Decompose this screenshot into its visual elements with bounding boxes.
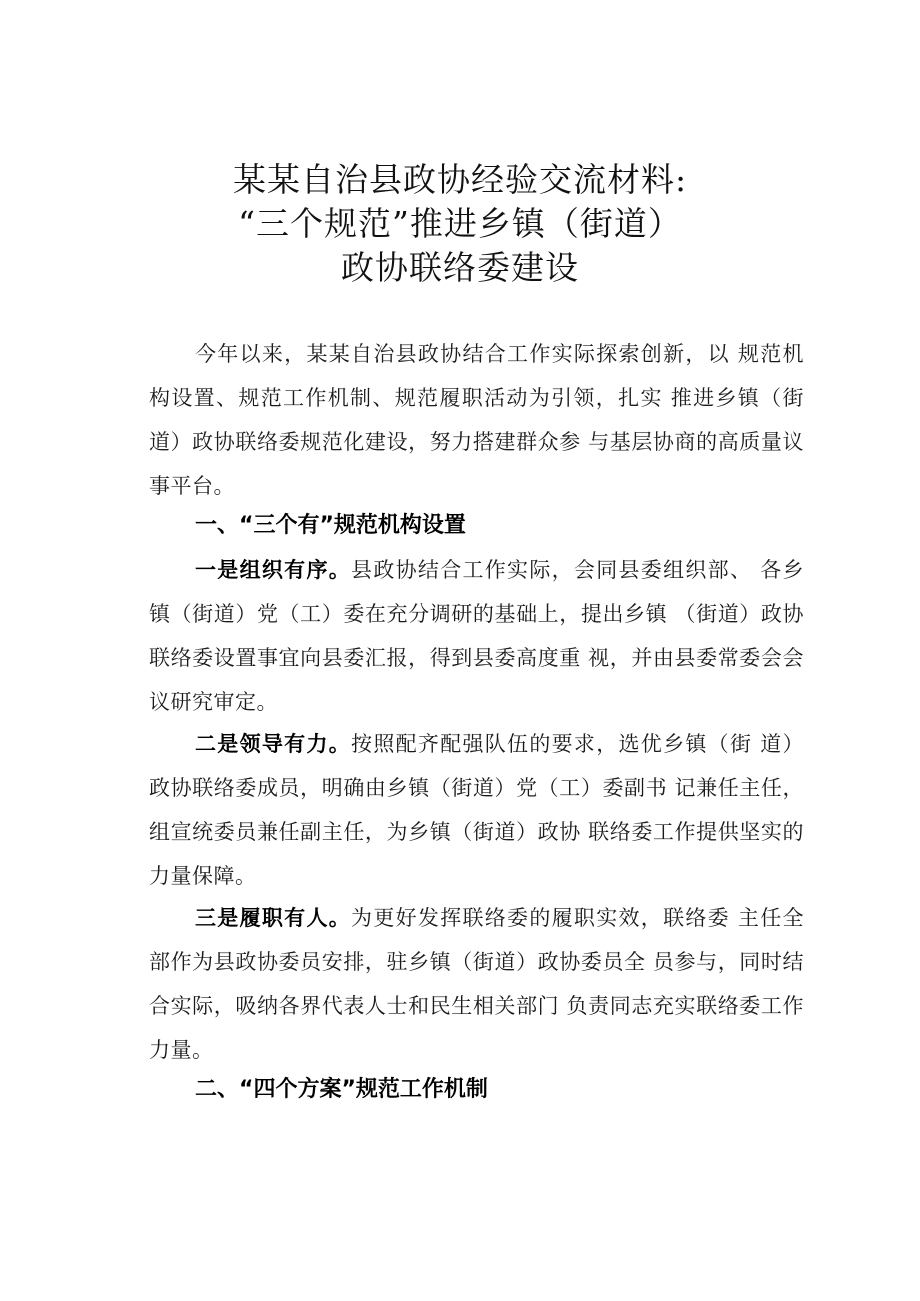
paragraph-text: 为更好发挥联络委的履职实效，联络委 主任全部作为县政协委员安排，驻乡镇（街道）政协委员全 员参与，同时结合实际，吸纳各界代表人士和民生相关部门 负责同志充实联络委工作力量。 bbox=[149, 906, 804, 1062]
paragraph-lead: 一是组织有序。 bbox=[195, 557, 352, 582]
paragraph-text: 按照配齐配强队伍的要求，选优乡镇（街 道）政协联络委成员，明确由乡镇（街道）党（工）委副书 记兼任主任，组宣统委员兼任副主任，为乡镇（街道）政协 联络委工作提供坚实的力量保障。 bbox=[149, 732, 804, 888]
section-one-paragraph-1 bbox=[149, 548, 804, 724]
title-line-2: “三个规范”推进乡镇（街道） bbox=[238, 204, 682, 243]
section-one-heading: 一、“三个有”规范机构设置 bbox=[195, 513, 466, 538]
title-line-3: 政协联络委建设 bbox=[341, 248, 579, 287]
paragraph-lead: 三是履职有人。 bbox=[195, 905, 352, 930]
paragraph-text: 县政协结合工作实际，会同县委组织部、 各乡镇（街道）党（工）委在充分调研的基础上，提出乡镇 （街道）政协联络委设置事宜向县委汇报，得到县委高度重 视，并由县委常委会会议研究审定。 bbox=[149, 558, 804, 714]
section-two-heading: 二、“四个方案”规范工作机制 bbox=[195, 1077, 488, 1102]
title-line-1: 某某自治县政协经验交流材料: bbox=[232, 160, 688, 199]
paragraph-lead: 二是领导有力。 bbox=[195, 731, 352, 756]
section-one-paragraph-2 bbox=[149, 722, 804, 898]
intro-paragraph: 今年以来，某某自治县政协结合工作实际探索创新，以 规范机构设置、规范工作机制、规范履职活动为引领，扎实 推进乡镇（街道）政协联络委规范化建设，努力搭建群众参 与基层协商的高质量议事平台。 bbox=[149, 342, 804, 498]
section-one-paragraph-3 bbox=[149, 896, 804, 1072]
